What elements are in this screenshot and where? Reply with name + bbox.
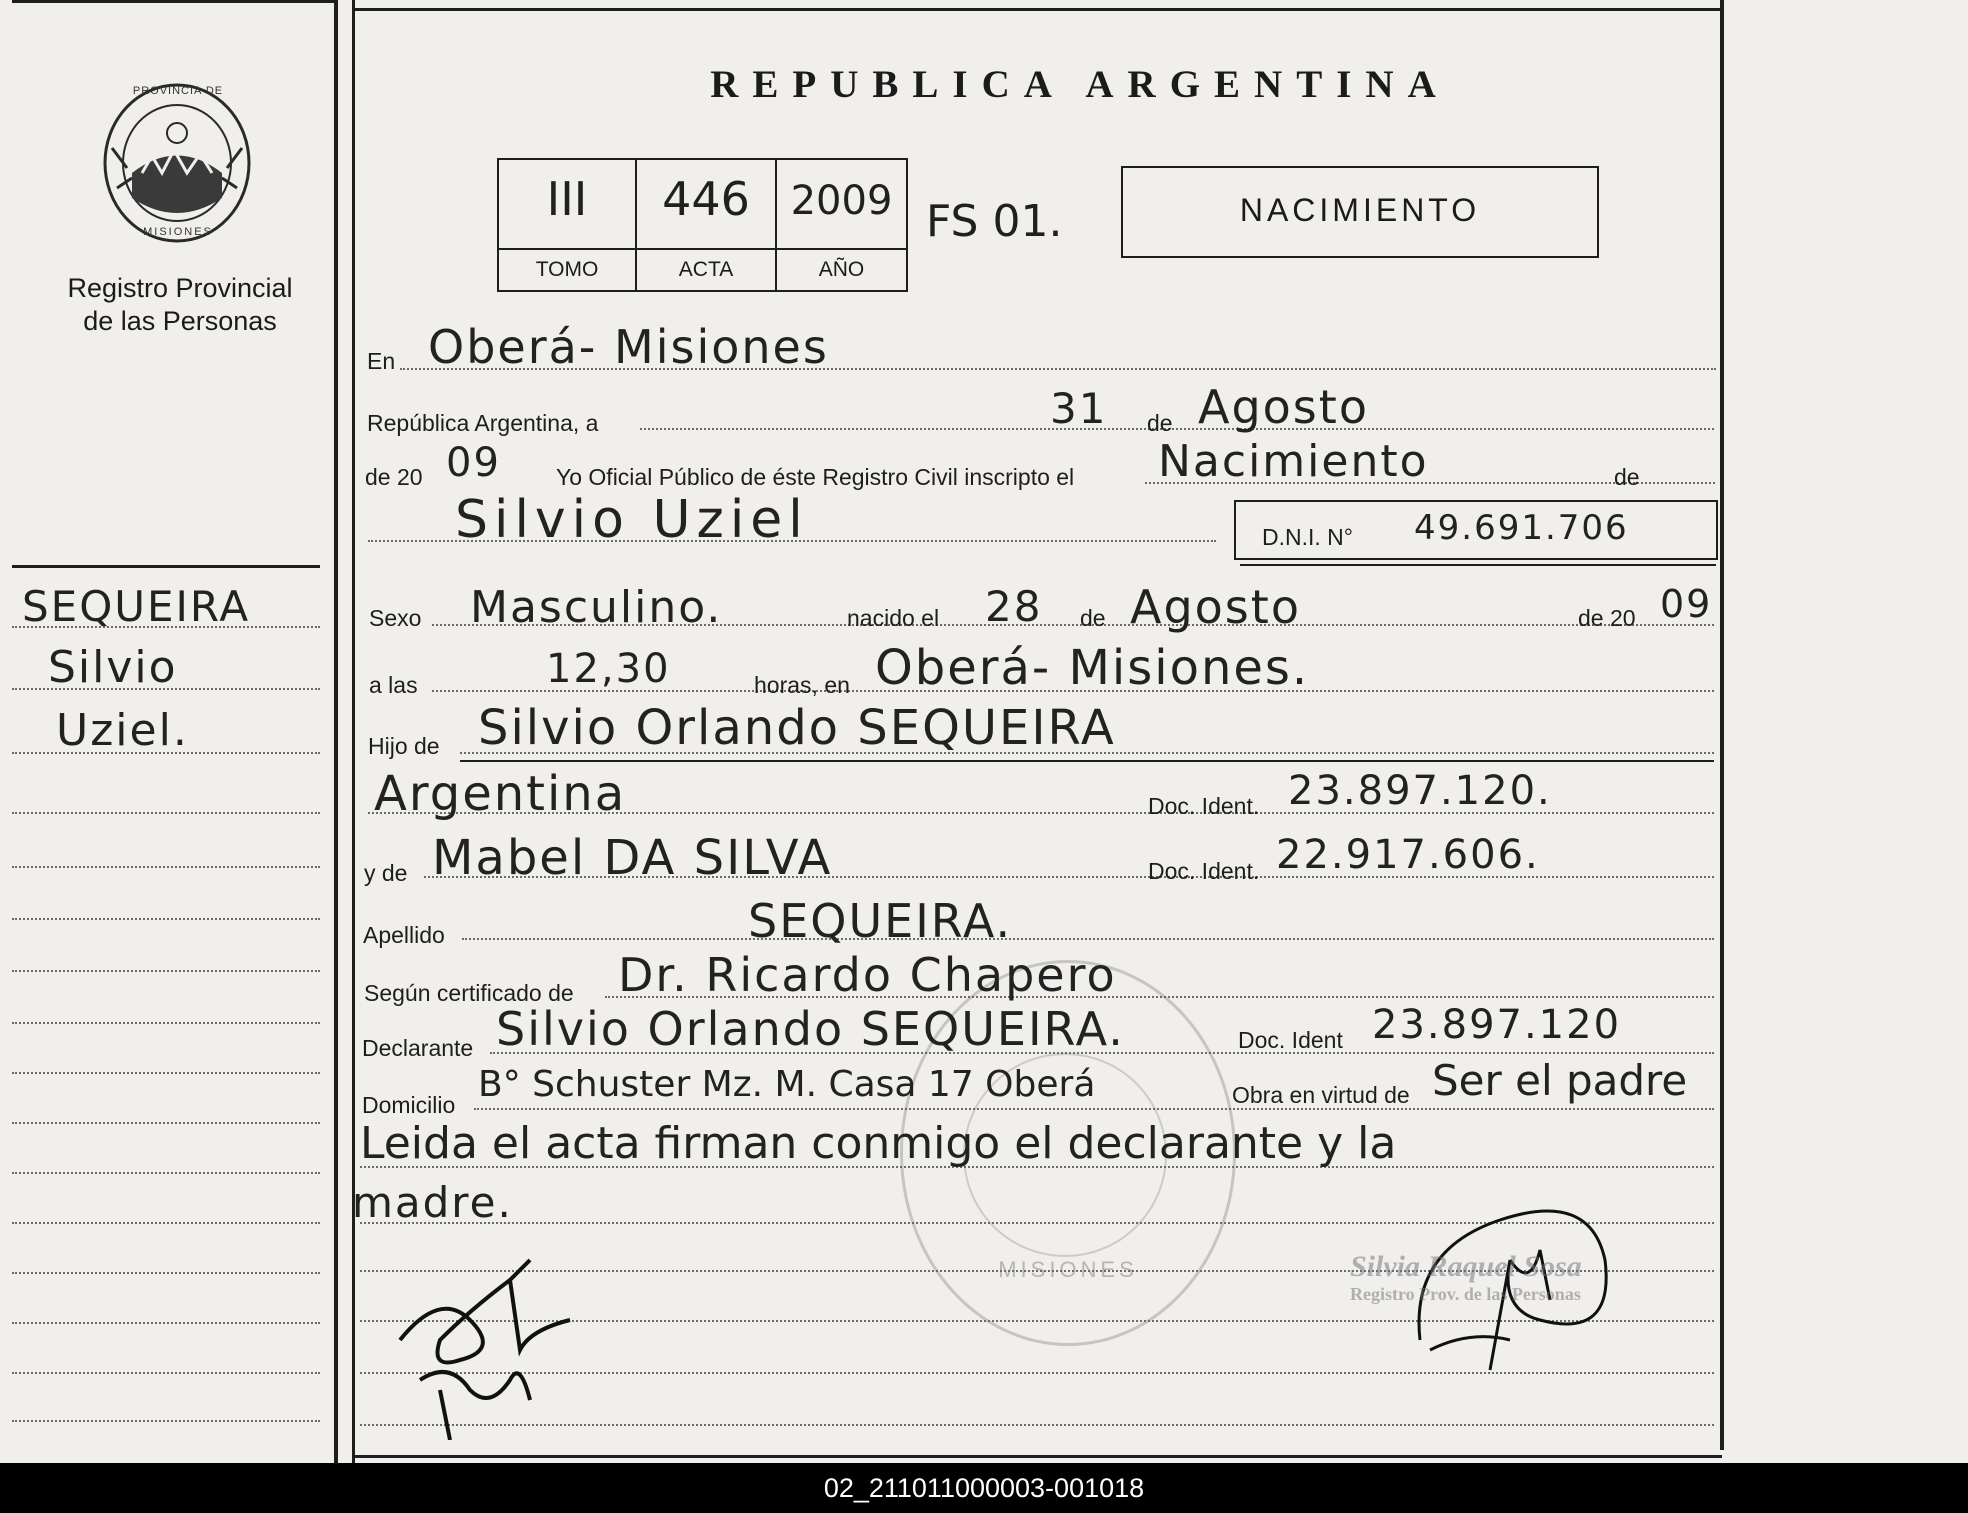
label-declarante: Declarante xyxy=(362,1035,474,1061)
margin-first-name: Silvio xyxy=(48,642,178,693)
value-mes: Agosto xyxy=(1198,380,1369,434)
margin-line xyxy=(12,1022,320,1024)
label-a-las: a las xyxy=(369,672,418,698)
label-de-1: de xyxy=(1147,410,1173,436)
seal-caption-bottom: MISIONES xyxy=(143,226,213,238)
seal-caption-top: PROVINCIA DE xyxy=(132,85,224,97)
label-sexo: Sexo xyxy=(369,605,422,631)
margin-line xyxy=(12,1272,320,1274)
label-segun: Según certificado de xyxy=(364,980,574,1006)
value-padre: Silvio Orlando SEQUEIRA xyxy=(478,700,1116,756)
registry-name-line1: Registro Provincial xyxy=(67,273,293,303)
margin-line xyxy=(12,752,320,754)
label-oficial: Yo Oficial Público de éste Registro Civil inscripto el xyxy=(556,464,1075,490)
margin-line xyxy=(12,626,320,628)
margin-line xyxy=(12,1420,320,1422)
top-border xyxy=(352,8,1722,11)
value-madre: Mabel DA SILVA xyxy=(432,830,833,886)
separator-line xyxy=(460,760,1714,762)
folio-code: FS 01. xyxy=(926,196,1063,247)
value-inscripto: Nacimiento xyxy=(1158,436,1429,487)
value-dia: 31 xyxy=(1050,384,1108,433)
record-type: NACIMIENTO xyxy=(1121,166,1599,258)
line-domicilio xyxy=(474,1108,1714,1110)
label-de-3: de xyxy=(1080,605,1106,631)
main-left-border xyxy=(352,0,355,1463)
label-doc-1: Doc. Ident. xyxy=(1148,793,1260,819)
label-y-de: y de xyxy=(364,860,408,886)
value-nac-anio: 09 xyxy=(1660,582,1713,626)
label-doc-3: Doc. Ident xyxy=(1238,1027,1343,1053)
label-de-2: de xyxy=(1614,464,1640,490)
margin-line xyxy=(12,1222,320,1224)
label-de-20: de 20 xyxy=(365,464,423,490)
line-apellido xyxy=(462,938,1714,940)
left-section-divider xyxy=(12,565,320,568)
left-top-border xyxy=(12,0,334,3)
value-declarante: Silvio Orlando SEQUEIRA. xyxy=(496,1002,1125,1056)
value-nombre: Silvio Uziel xyxy=(455,490,809,550)
left-column-border xyxy=(334,0,338,1463)
label-apellido: Apellido xyxy=(363,922,445,948)
value-padre-doc: 23.897.120. xyxy=(1288,768,1552,814)
right-page-border xyxy=(1720,0,1724,1450)
anio-value: 2009 xyxy=(790,178,893,224)
officer-stamp-name: Silvia Raquel Sosa xyxy=(1350,1250,1582,1283)
value-certificado: Dr. Ricardo Chapero xyxy=(618,948,1117,1002)
registry-name xyxy=(30,272,330,338)
officer-stamp-office: Registro Prov. de las Personas xyxy=(1350,1284,1581,1304)
value-virtud: Ser el padre xyxy=(1432,1056,1688,1105)
margin-line xyxy=(12,1322,320,1324)
label-domicilio: Domicilio xyxy=(362,1092,456,1118)
value-sexo: Masculino. xyxy=(470,582,723,633)
anio-label: AÑO xyxy=(777,248,906,290)
margin-line xyxy=(12,866,320,868)
registry-name-line2: de las Personas xyxy=(83,306,277,336)
label-hijo: Hijo de xyxy=(368,733,440,759)
value-dni: 49.691.706 xyxy=(1414,508,1629,548)
label-en: En xyxy=(367,348,396,374)
record-number-table xyxy=(497,158,908,292)
label-dni: D.N.I. N° xyxy=(1262,524,1353,550)
tomo-cell xyxy=(499,160,637,290)
label-nacido: nacido el xyxy=(847,605,940,631)
acta-label: ACTA xyxy=(637,248,775,290)
label-de-20b: de 20 xyxy=(1578,605,1636,631)
value-domicilio: B° Schuster Mz. M. Casa 17 Oberá xyxy=(478,1064,1096,1105)
margin-line xyxy=(12,918,320,920)
declarant-signature xyxy=(380,1240,580,1440)
dni-box xyxy=(1234,500,1718,560)
anio-cell xyxy=(777,160,906,290)
page-title: REPUBLICA ARGENTINA xyxy=(710,63,1450,106)
bottom-border xyxy=(352,1455,1722,1458)
acta-value: 446 xyxy=(662,172,750,226)
footer-code: 02_211011000003-001018 xyxy=(0,1463,1968,1513)
value-hora: 12,30 xyxy=(546,646,671,692)
margin-second-name: Uziel. xyxy=(56,705,189,756)
margin-line xyxy=(12,1172,320,1174)
label-horas: horas, en xyxy=(754,672,850,698)
officer-stamp xyxy=(1350,1250,1710,1305)
acta-cell xyxy=(637,160,777,290)
margin-line xyxy=(12,970,320,972)
value-declarante-doc: 23.897.120 xyxy=(1372,1002,1622,1048)
tomo-label: TOMO xyxy=(499,248,635,290)
value-anio-corto: 09 xyxy=(446,440,501,486)
value-lugar: Oberá- Misiones xyxy=(428,320,829,374)
margin-line xyxy=(12,1372,320,1374)
separator-line xyxy=(1240,564,1716,566)
margin-line xyxy=(12,812,320,814)
value-madre-doc: 22.917.606. xyxy=(1276,832,1540,878)
label-doc-2: Doc. Ident. xyxy=(1148,858,1260,884)
value-nota-1: Leida el acta firman conmigo el declarante y la xyxy=(360,1118,1397,1169)
margin-line xyxy=(12,1072,320,1074)
value-nacionalidad: Argentina xyxy=(374,766,627,822)
provincial-seal-icon xyxy=(92,78,262,248)
label-republica: República Argentina, a xyxy=(367,410,599,436)
tomo-value: III xyxy=(546,172,588,226)
label-obra: Obra en virtud de xyxy=(1232,1082,1410,1108)
value-nota-2: madre. xyxy=(352,1178,513,1227)
value-nac-mes: Agosto xyxy=(1130,580,1301,634)
value-lugar-nac: Oberá- Misiones. xyxy=(875,640,1310,696)
margin-line xyxy=(12,1122,320,1124)
value-nac-dia: 28 xyxy=(985,582,1043,631)
line-republica xyxy=(640,428,1714,430)
margin-line xyxy=(12,688,320,690)
value-apellido: SEQUEIRA. xyxy=(748,894,1013,948)
margin-surname: SEQUEIRA xyxy=(22,582,251,631)
stamp-text: MISIONES xyxy=(998,1257,1138,1282)
